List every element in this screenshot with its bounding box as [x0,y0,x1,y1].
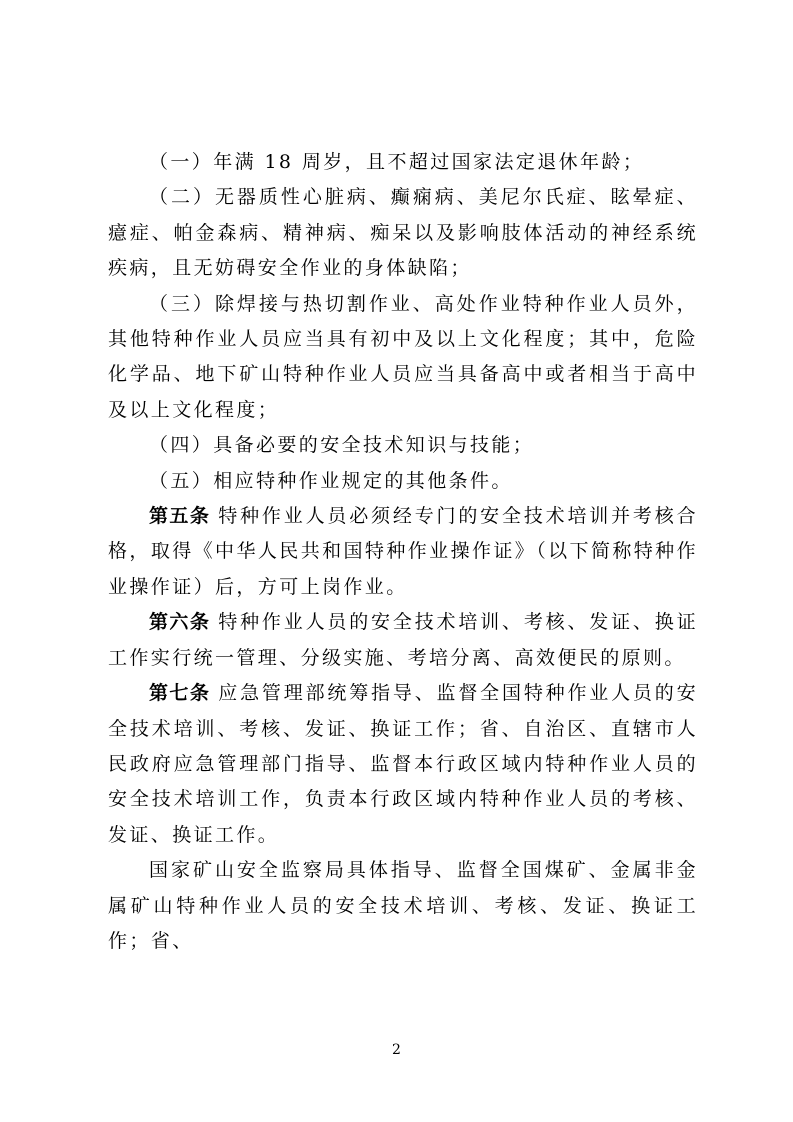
paragraph-item-5 [108,464,698,499]
paragraph-continuation [108,853,698,959]
paragraph-text: 国家矿山安全监察局具体指导、监督全国煤矿、金属非金属矿山特种作业人员的安全技术培训、考核、发证、换证工作；省、 [108,859,698,952]
paragraph-item-4 [108,428,698,463]
page-number: 2 [392,1042,401,1058]
article-5 [108,499,698,605]
paragraph-text: （四）具备必要的安全技术知识与技能； [149,434,535,457]
article-text: 特种作业人员必须经专门的安全技术培训并考核合格，取得《中华人民共和国特种作业操作证》（以下简称特种作业操作证）后，方可上岗作业。 [108,505,698,598]
article-title: 第六条 [149,611,211,634]
paragraph-text: （一）年满 18 周岁，且不超过国家法定退休年龄； [149,151,645,173]
article-title: 第七条 [149,682,211,705]
article-text: 特种作业人员的安全技术培训、考核、发证、换证工作实行统一管理、分级实施、考培分离、高效便民的原则。 [108,611,698,669]
article-text: 应急管理部统筹指导、监督全国特种作业人员的安全技术培训、考核、发证、换证工作；省、自治区、直辖市人民政府应急管理部门指导、监督本行政区域内特种作业人员的安全技术培训工作，负责本行政区域内特种作业人员的考核、发证、换证工作。 [108,682,698,846]
paragraph-item-1 [108,145,698,180]
paragraph-item-3 [108,287,698,429]
paragraph-item-2 [108,180,698,286]
paragraph-text: （五）相应特种作业规定的其他条件。 [149,469,513,492]
paragraph-text: （二）无器质性心脏病、癫痫病、美尼尔氏症、眩晕症、癔症、帕金森病、精神病、痴呆以及影响肢体活动的神经系统疾病，且无妨碍安全作业的身体缺陷； [108,186,698,280]
article-6 [108,605,698,676]
article-7 [108,676,698,853]
article-title: 第五条 [149,505,211,528]
paragraph-text: （三）除焊接与热切割作业、高处作业特种作业人员外，其他特种作业人员应当具有初中及以上文化程度；其中，危险化学品、地下矿山特种作业人员应当具备高中或者相当于高中及以上文化程度； [108,292,698,421]
document-body [108,145,698,959]
